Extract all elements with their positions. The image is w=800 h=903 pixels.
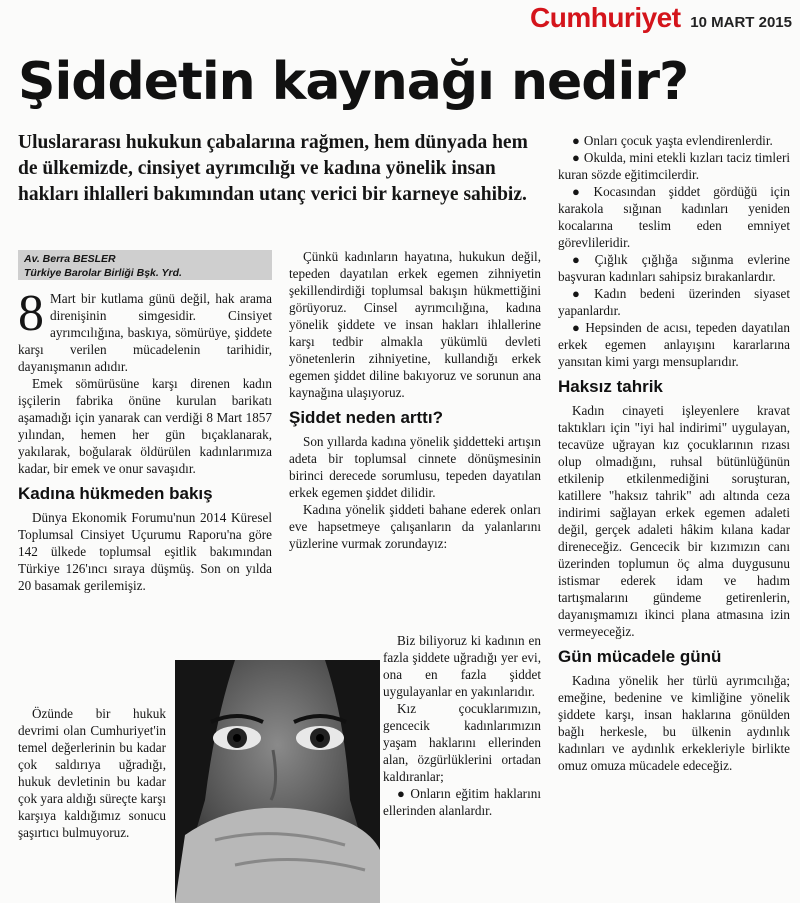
bullet-list-item: ● Onları çocuk yaşta evlendirenlerdir. xyxy=(572,133,773,148)
newspaper-logo: Cumhuriyet xyxy=(530,2,681,33)
bullet-icon: ● xyxy=(572,252,591,267)
issue-date: 10 MART 2015 xyxy=(690,14,792,31)
bullet-paragraph: ● Onların eğitim haklarını ellerinden alanlardır. xyxy=(383,786,541,818)
subheading-kadina-hukmeden: Kadına hükmeden bakış xyxy=(18,484,213,503)
bullet-icon: ● xyxy=(397,786,407,801)
bullet-list-item: ● Kadın bedeni üzerinden siyaset yapanlardır. xyxy=(558,286,791,318)
bullet-icon: ● xyxy=(572,133,580,148)
woman-covered-mouth-image xyxy=(175,660,380,903)
masthead xyxy=(530,4,792,38)
paragraph: Çünkü kadınların hayatına, hukukun değil, tepeden dayatılan erkek egemen zihniyetin şekillendirdiği toplumsal bakışın hükmettiğini görüyoruz. Cinsel ayrımcılığına, kadına yönelik şiddete ve insan hakları ihlallerine karşı tedbir almakla yükümlü devleti yönetenlerin zihniyetine, kullandığı erkek egemen şiddet diline bakıyoruz ve sorunun ana kaynağına ulaşıyoruz. xyxy=(289,249,541,400)
column-2-lower xyxy=(383,632,541,819)
article-headline: Şiddetin kaynağı nedir? xyxy=(18,52,689,112)
subheading-gun-mucadele-gunu: Gün mücadele günü xyxy=(558,647,722,666)
paragraph: Kadına yönelik şiddeti bahane ederek onları eve hapsetmeye çalışanların da yalanlarını yüzlerine vurmak zorundayız: xyxy=(289,502,541,551)
bullet-icon: ● xyxy=(572,286,591,301)
column-1 xyxy=(18,285,272,594)
bullet-icon: ● xyxy=(572,150,580,165)
paragraph: Özünde bir hukuk devrimi olan Cumhuriyet'in temel değerlerinin bu kadar çok saldırıya uğradığı, hukuk devletinin bu kadar çok yara aldığı süreçte karşı karşıya kaldığımız sonucu şaşırtıcı bulmuyoruz. xyxy=(18,706,166,840)
paragraph: Kız çocuklarımızın, gencecik kadınlarımızın yaşam haklarını ellerinden alan, özgürlüklerini ortadan kaldıranlar; xyxy=(383,701,541,784)
bullet-list-item: ● Hepsinden de acısı, tepeden dayatılan erkek egemen anlayışını kararlarına yansıtan kimi yargı mensuplarıdır. xyxy=(558,320,790,369)
paragraph: Dünya Ekonomik Forumu'nun 2014 Küresel Toplumsal Cinsiyet Uçurumu Raporu'na göre 142 ülkede toplumsal eşitlik bakımından Türkiye 126'ıncı sıraya düşmüş. Son on yılda 20 basamak gerilemişiz. xyxy=(18,510,272,593)
author-role: Türkiye Barolar Birliği Bşk. Yrd. xyxy=(24,267,182,279)
column-3 xyxy=(558,132,790,774)
article-lead: Uluslararası hukukun çabalarına rağmen, hem dünyada hem de ülkemizde, cinsiyet ayrımcılığı ve kadına yönelik insan hakları ihlalleri bakımından utanç verici bir karneye sahibiz. xyxy=(18,132,528,205)
subheading-siddet-neden-artti: Şiddet neden arttı? xyxy=(289,408,443,427)
column-2 xyxy=(289,248,541,552)
subheading-haksiz-tahrik: Haksız tahrik xyxy=(558,377,663,396)
bullet-list-item: ● Çığlık çığlığa sığınma evlerine başvuran kadınları sahipsiz bırakanlardır. xyxy=(558,252,790,284)
paragraph: Kadına yönelik her türlü ayrımcılığa; emeğine, bedenine ve kimliğine yönelik şiddete karşı, insan haklarına gönülden bağlı herkesle, bu ülkenin aydınlık kadınları ve aydınlık erkekleriyle birlikte omuz omuza mücadele edeceğiz. xyxy=(558,673,790,773)
intro-text: Mart bir kutlama günü değil, hak arama direnişinin simgesidir. Cinsiyet ayrımcılığına, baskıya, sömürüye, şiddete karşı verilen mücadelenin tarihidir, dayanışmanın adıdır. xyxy=(18,291,272,374)
paragraph: Son yıllarda kadına yönelik şiddetteki artışın adeta bir toplumsal cinnete dönüşmesinin birinci derecede sorumlusu, tepeden dayatılan erkek egemen şiddet dilidir. xyxy=(289,434,541,500)
bullet-list-item: ● Okulda, mini etekli kızları taciz timleri kuran sözde eğitimcilerdir. xyxy=(558,150,790,182)
bullet-icon: ● xyxy=(572,320,582,335)
paragraph: Biz biliyoruz ki kadının en fazla şiddete uğradığı yer evi, ona en fazla şiddet uygulayanlar en yakınlarıdır. xyxy=(383,633,541,699)
paragraph: Emek sömürüsüne karşı direnen kadın işçilerin fabrika önüne kurulan barikatı aşamadığı için yanarak can verdiği 8 Mart 1857 yılından, hemen her gün bıçaklanarak, yakılarak, boğularak öldürülen kadınlarımıza kadar, bir emek ve onur savaşıdır. xyxy=(18,376,272,476)
author-name: Av. Berra BESLER xyxy=(24,253,116,265)
bullet-list-item: ● Kocasından şiddet gördüğü için karakola sığınan kadınları yeniden kocalarına teslim eden emniyet görevlileridir. xyxy=(558,184,790,250)
author-box xyxy=(18,250,272,280)
drop-cap: 8 xyxy=(18,285,44,342)
column-1-lower xyxy=(18,653,166,841)
paragraph: Kadın cinayeti işleyenlere kravat taktıkları için "iyi hal indirimi" uygulayan, tecavüze uğrayan kız çocuklarının rızası olup olmadığını, ruhsal bütünlüğünün etkilenip etkilenmediğini soruşturan, katillere "haksız tahrik" adı altında ceza indirimi sağlayan erkek egemen adaleti değil, gerçek adaleti hâkim kılana kadar direneceğiz. Gencecik bir kızımızın canı üzerinden toplumun öç alma duygusunu istismar ederek idam ve hadım tartışmalarını gündeme getirenlerin, dayanışmamızı ikinci plana atmasına izin vermeyeceğiz. xyxy=(558,403,790,639)
paragraph-intro xyxy=(18,285,272,375)
article-photo xyxy=(175,660,380,903)
bullet-icon: ● xyxy=(572,184,590,199)
